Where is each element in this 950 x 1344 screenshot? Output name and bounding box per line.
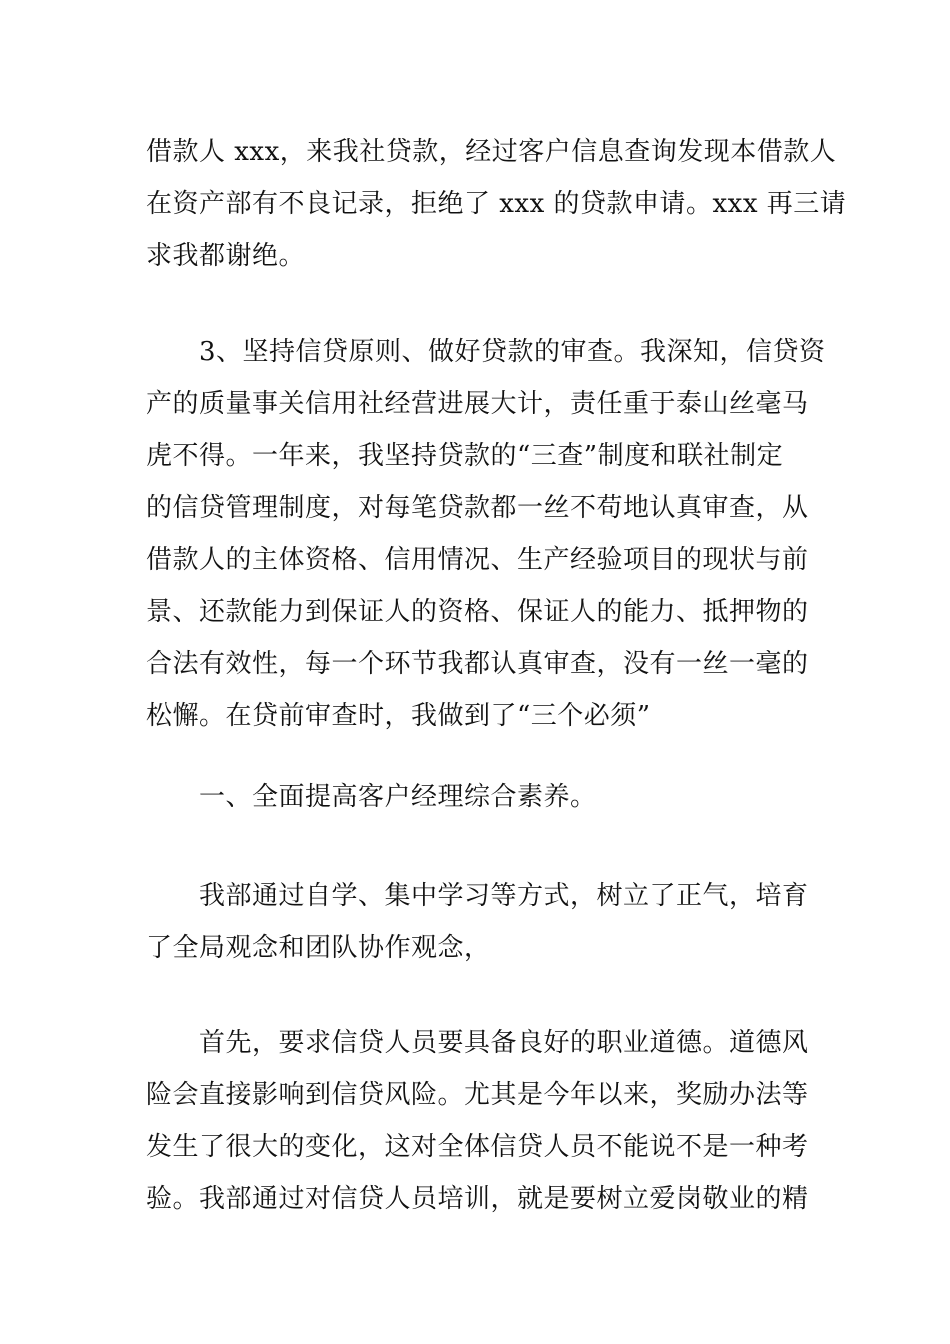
text-line: 我部通过自学、集中学习等方式，树立了正气，培育 — [146, 881, 809, 911]
text-line: 景、还款能力到保证人的资格、保证人的能力、抵押物的 — [146, 597, 809, 627]
text-line: 产的质量事关信用社经营进展大计，责任重于泰山丝毫马 — [146, 389, 809, 419]
text-line: 首先，要求信贷人员要具备良好的职业道德。道德风 — [146, 1028, 809, 1058]
text-line: 合法有效性，每一个环节我都认真审查，没有一丝一毫的 — [146, 649, 809, 679]
text-line: 松懈。在贷前审查时，我做到了“三个必须” — [146, 701, 651, 731]
paragraph-study — [146, 870, 811, 974]
text-line: 3、坚持信贷原则、做好贷款的审查。我深知，信贷资 — [146, 337, 826, 367]
text-line: 的信贷管理制度，对每笔贷款都一丝不苟地认真审查，从 — [146, 493, 809, 523]
paragraph-credit-review — [146, 326, 826, 742]
text-line: 借款人 xxx，来我社贷款，经过客户信息查询发现本借款人 — [146, 137, 837, 167]
paragraph-ethics — [146, 1017, 811, 1225]
text-line: 验。我部通过对信贷人员培训，就是要树立爱岗敬业的精 — [146, 1184, 809, 1214]
text-line: 险会直接影响到信贷风险。尤其是今年以来，奖励办法等 — [146, 1080, 809, 1110]
text-line: 虎不得。一年来，我坚持贷款的“三查”制度和联社制定 — [146, 441, 784, 471]
section-heading: 一、全面提高客户经理综合素养。 — [146, 782, 597, 812]
text-line: 了全局观念和团队协作观念， — [146, 933, 491, 963]
heading-section-one — [146, 771, 811, 823]
text-line: 在资产部有不良记录，拒绝了 xxx 的贷款申请。xxx 再三请 — [146, 189, 847, 219]
text-line: 求我都谢绝。 — [146, 241, 306, 271]
text-line: 借款人的主体资格、信用情况、生产经验项目的现状与前 — [146, 545, 809, 575]
text-line: 发生了很大的变化，这对全体信贷人员不能说不是一种考 — [146, 1132, 809, 1162]
paragraph-borrower-rejection — [146, 126, 847, 282]
